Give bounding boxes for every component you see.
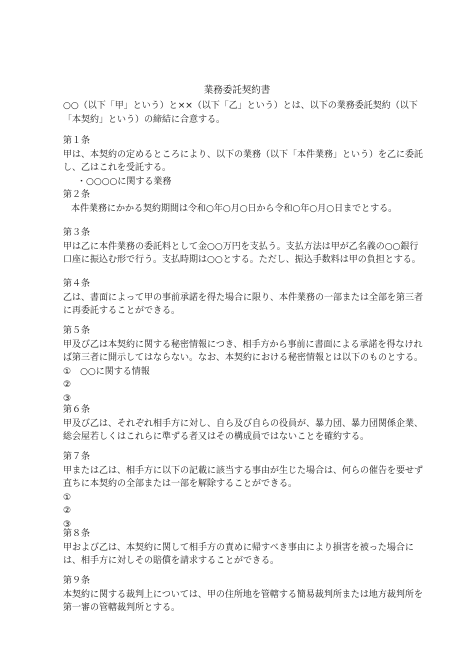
article-heading: 第９条 bbox=[63, 576, 91, 586]
article-6 bbox=[63, 404, 423, 445]
article-line: 直ちに本契約の全部または一部を解除することができる。 bbox=[63, 479, 298, 489]
article-line: は、相手方に対しその賠償を請求することができる。 bbox=[63, 556, 280, 566]
article-list-item: ③ bbox=[63, 519, 72, 530]
article-line: 本件業務にかかる契約期間は令和○年○月○日から令和○年○月○日までとする。 bbox=[71, 203, 398, 214]
article-heading: 第２条 bbox=[63, 190, 91, 200]
article-7 bbox=[63, 451, 423, 532]
article-line: し、乙はこれを受託する。 bbox=[63, 163, 172, 173]
article-line: 甲および乙は、本契約に関して相手方の責めに帰すべき事由により損害を被った場合に bbox=[63, 542, 414, 553]
article-list-item: ① bbox=[63, 492, 72, 503]
document-title: 業務委託契約書 bbox=[203, 85, 271, 96]
article-line: 甲及び乙は、それぞれ相手方に対し、自ら及び自らの役員が、暴力団、暴力団関係企業、 bbox=[63, 418, 424, 429]
article-list-item: ① ○○に関する情報 bbox=[63, 366, 150, 377]
article-heading: 第８条 bbox=[63, 529, 91, 539]
article-heading: 第７条 bbox=[63, 452, 91, 462]
article-line: 甲または乙は、相手方に以下の記載に該当する事由が生じた場合は、何らの催告を要せず bbox=[63, 465, 424, 476]
article-list-item: ② bbox=[63, 380, 72, 390]
preamble bbox=[63, 100, 423, 127]
article-list-item: ② bbox=[63, 506, 72, 516]
article-line: 総会屋若しくはこれらに準ずる者又はその構成員ではないことを確約する。 bbox=[63, 432, 370, 442]
article-line: 口座に振込む形で行う。支払時期は○○とする。ただし、振込手数料は甲の負担とする。 bbox=[63, 255, 421, 265]
article-heading: 第３条 bbox=[63, 228, 91, 238]
preamble-line: 「本契約」という）の締結に合意する。 bbox=[63, 114, 226, 125]
article-line: 第一審の管轄裁判所とする。 bbox=[63, 603, 181, 613]
article-list-item: ③ bbox=[63, 393, 72, 404]
article-line: 甲は、本契約の定めるところにより、以下の業務（以下「本件業務」という）を乙に委託 bbox=[63, 149, 424, 160]
article-line: 甲は乙に本件業務の委託料として金○○万円を支払う。支払方法は甲が乙名義の○○銀行 bbox=[63, 241, 419, 252]
article-line: に再委託することができる。 bbox=[63, 306, 181, 316]
article-3 bbox=[63, 227, 423, 268]
article-heading: 第６条 bbox=[63, 405, 91, 415]
article-line: 甲及び乙は本契約に関する秘密情報につき、相手方から事前に書面による承諾を得なけれ bbox=[63, 339, 423, 350]
preamble-line: ○○（以下「甲」という）と××（以下「乙」という）とは、以下の業務委託契約（以下 bbox=[63, 101, 418, 111]
article-5 bbox=[63, 325, 423, 406]
article-line: 本契約に関する裁判上については、甲の住所地を管轄する簡易裁判所または地方裁判所を bbox=[63, 589, 423, 600]
article-4 bbox=[63, 278, 423, 319]
article-heading: 第５条 bbox=[63, 326, 91, 336]
article-heading: 第１条 bbox=[63, 136, 91, 146]
article-9 bbox=[63, 575, 423, 616]
article-list-item: ・○○○○に関する業務 bbox=[77, 176, 172, 187]
article-line: 乙は、書面によって甲の事前承諾を得た場合に限り、本件業務の一部または全部を第三者 bbox=[63, 292, 424, 303]
article-line: ば第三者に開示してはならない。なお、本契約における秘密情報とは以下のものとする。 bbox=[63, 353, 424, 363]
article-8 bbox=[63, 528, 423, 569]
article-1 bbox=[63, 135, 423, 189]
article-heading: 第４条 bbox=[63, 279, 91, 289]
article-2 bbox=[63, 189, 423, 216]
